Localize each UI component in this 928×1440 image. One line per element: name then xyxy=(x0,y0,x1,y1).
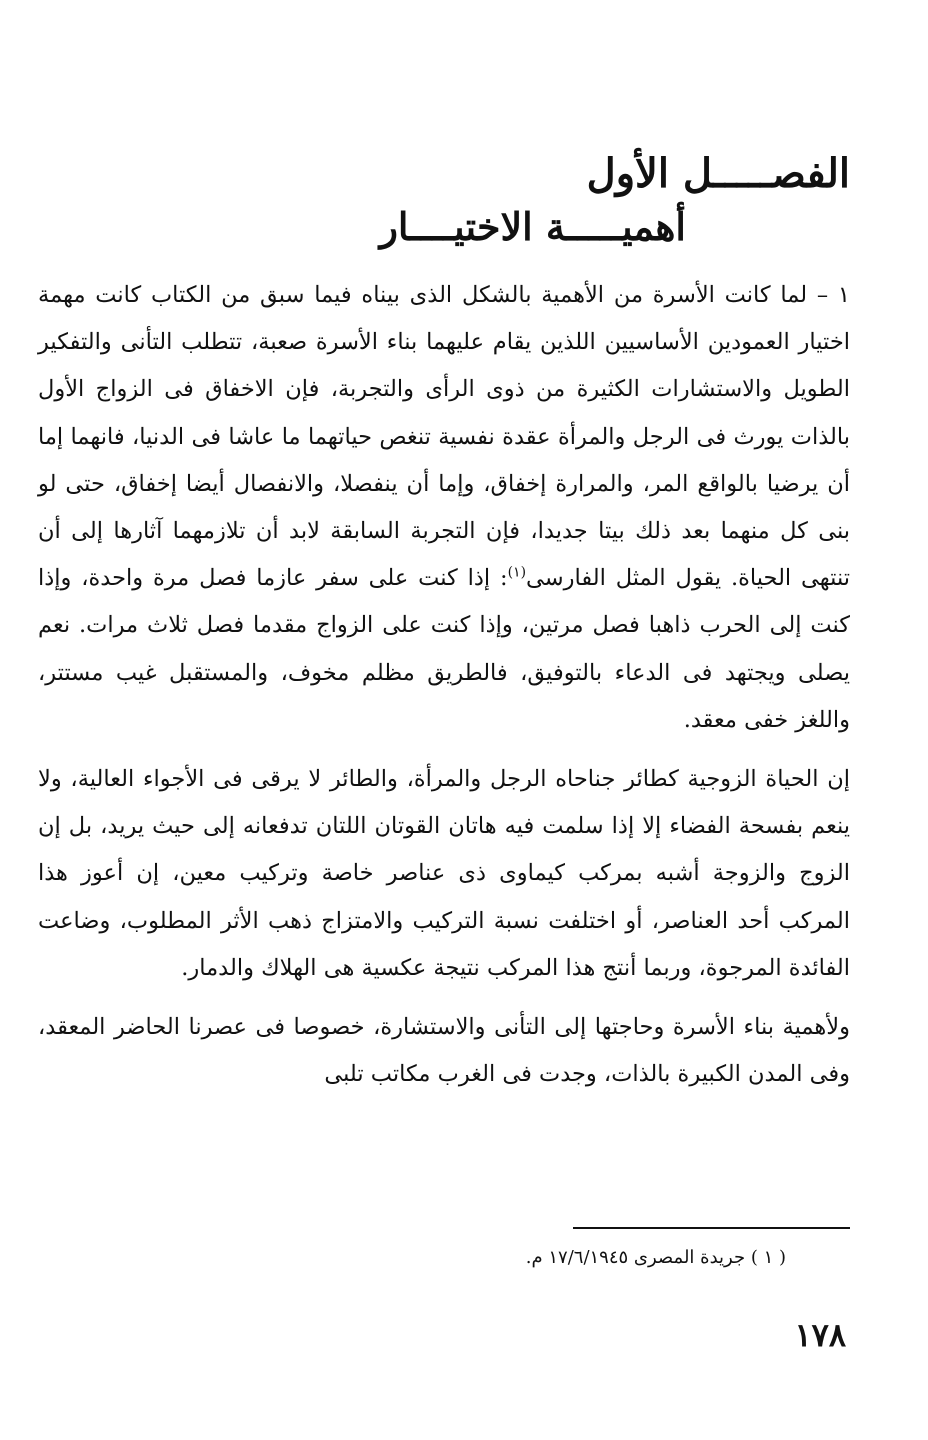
paragraph-1-text-after: : إذا كنت على سفر عازما فصل مرة واحدة، وإذا كنت إلى الحرب ذاهبا فصل مرتين، وإذا كنت على الزواج مقدما فصل ثلاث مرات. نعم يصلى ويجتهد فى الدعاء بالتوفيق، فالطريق مظلم مخوف، والمستقبل غيب مستتر، واللغز خفى معقد. xyxy=(38,565,850,733)
page-number: ١٧٨ xyxy=(794,1316,846,1354)
chapter-title: أهميـــــة الاختيــــار xyxy=(379,204,686,249)
paragraph-2: إن الحياة الزوجية كطائر جناحاه الرجل والمرأة، والطائر لا يرقى فى الأجواء العالية، ولا ينعم بفسحة الفضاء إلا إذا سلمت فيه هاتان القوتان اللتان تدفعانه إلى حيث يريد، بل إن الزوج والزوجة أشبه بمركب كيماوى ذى عناصر خاصة وتركيب معين، إن أعوز هذا المركب أحد العناصر، أو اختلفت نسبة التركيب والامتزاج ذهب الأثر المطلوب، وضاعت الفائدة المرجوة، وربما أنتج هذا المركب نتيجة عكسية هى الهلاك والدمار. xyxy=(38,766,850,981)
body-text xyxy=(38,272,850,1098)
paragraph-1 xyxy=(38,272,850,744)
footnote: ( ١ ) جريدة المصرى ١٧/٦/١٩٤٥ م. xyxy=(525,1247,786,1268)
footnote-divider xyxy=(573,1227,850,1229)
paragraph-1-text-before: ١ – لما كانت الأسرة من الأهمية بالشكل الذى بيناه فيما سبق من الكتاب كانت مهمة اختيار العمودين الأساسيين اللذين يقام عليهما بناء الأسرة صعبة، تتطلب التأنى والتفكير الطويل والاستشارات الكثيرة من ذوى الرأى والتجربة، فإن الاخفاق فى الزواج الأول بالذات يورث فى الرجل والمرأة عقدة نفسية تنغص حياتهما ما عاشا فى الدنيا، فانهما إما أن يرضيا بالواقع المر، والمرارة إخفاق، وإما أن ينفصلا، والانفصال أيضا إخفاق، حتى لو بنى كل منهما بعد ذلك بيتا جديدا، فإن التجربة السابقة لابد أن تلازمهما آثارها إلى أن تنتهى الحياة. يقول المثل الفارسى xyxy=(38,282,851,592)
footnote-reference: (١) xyxy=(507,564,527,581)
chapter-label: الفصـــــل الأول xyxy=(586,150,850,197)
paragraph-3: ولأهمية بناء الأسرة وحاجتها إلى التأنى والاستشارة، خصوصا فى عصرنا الحاضر المعقد، وفى المدن الكبيرة بالذات، وجدت فى الغرب مكاتب تلبى xyxy=(38,1014,850,1088)
